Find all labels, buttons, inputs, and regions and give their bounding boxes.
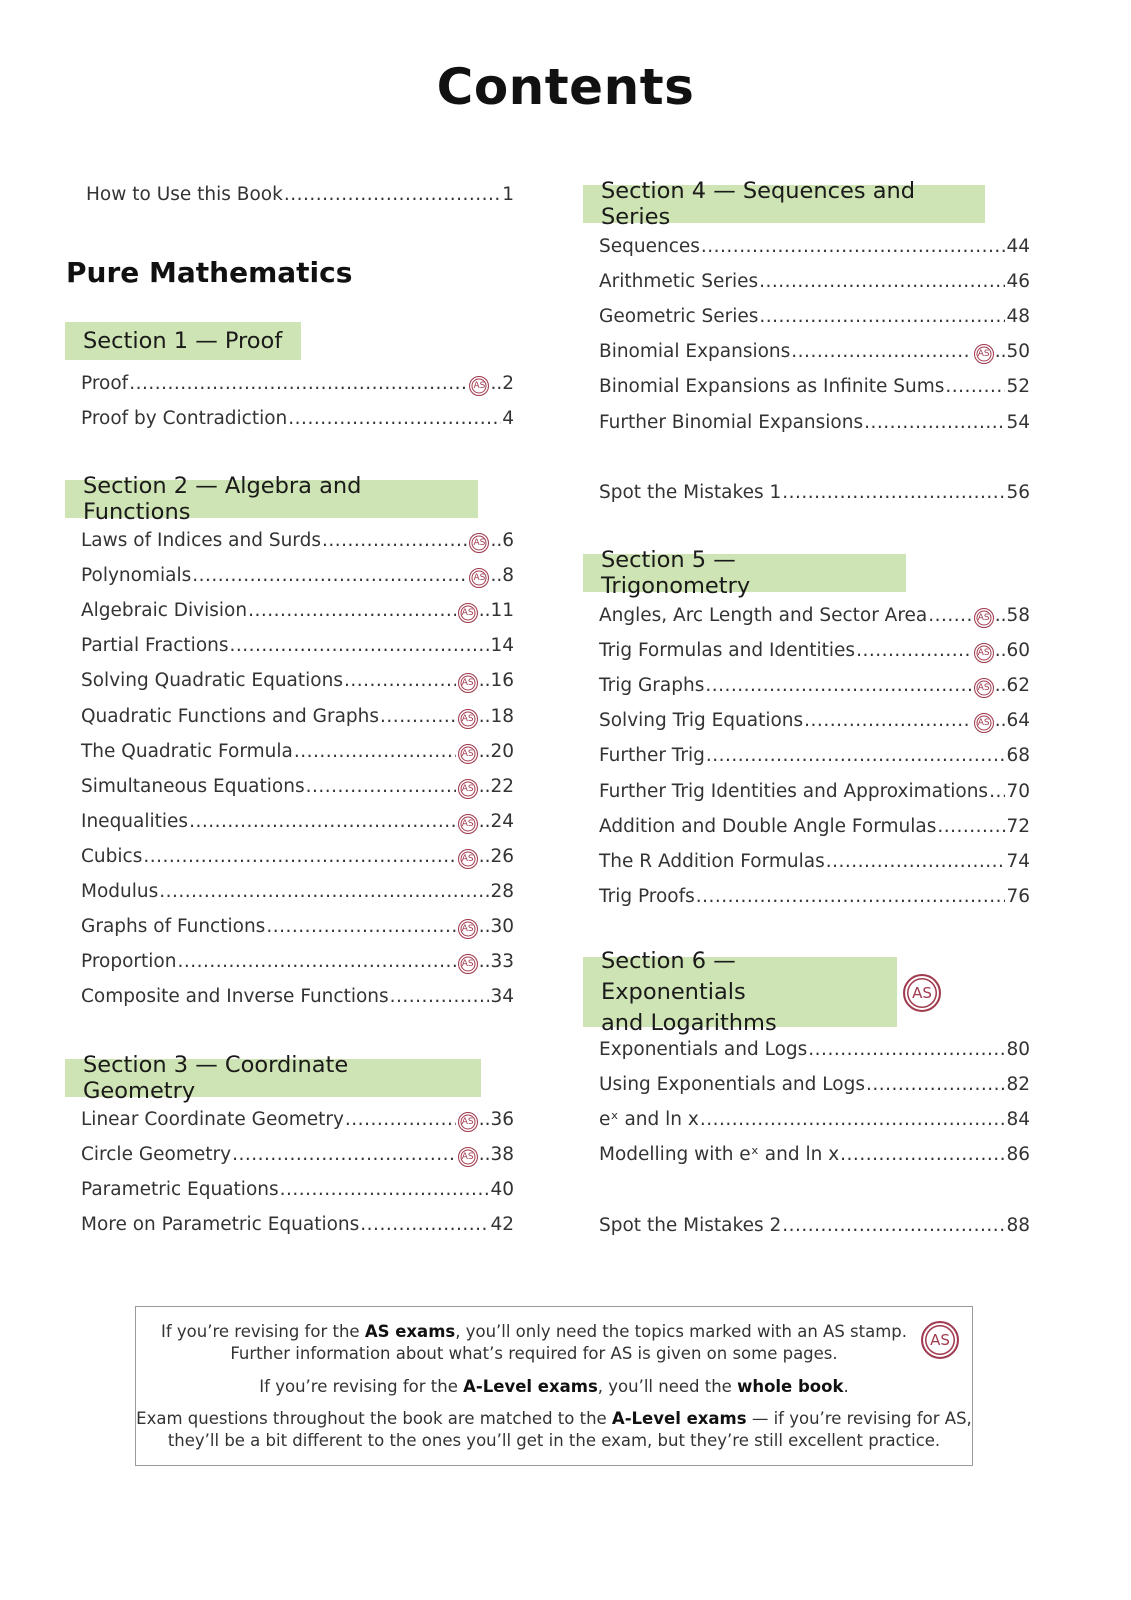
section-heading-6	[583, 947, 897, 1036]
toc-entry-label: Exponentials and Logs	[599, 1039, 808, 1060]
toc-entry-label: Trig Formulas and Identities	[599, 640, 856, 662]
leader-dots	[129, 373, 467, 394]
toc-entry-page: 72	[1006, 815, 1030, 837]
toc-entry-page: 58	[1006, 605, 1030, 626]
section-heading-2: Section 2 — Algebra and Functions	[65, 480, 478, 518]
note-text: — if you’re revising for AS,	[746, 1409, 972, 1428]
toc-entry[interactable]	[81, 530, 514, 556]
toc-entry-page: 24	[490, 810, 514, 832]
leader-dots	[143, 846, 455, 867]
toc-entry[interactable]	[599, 1144, 1030, 1170]
toc-entry-page: 40	[490, 1179, 514, 1201]
toc-entry-label: Linear Coordinate Geometry	[81, 1109, 344, 1130]
as-stamp-icon: AS	[974, 713, 994, 733]
toc-entry-label: The Quadratic Formula	[81, 740, 293, 762]
toc-entry-page: 46	[1006, 271, 1030, 293]
toc-entry-label: How to Use this Book	[86, 184, 283, 205]
toc-entry-label: Binomial Expansions as Infinite Sums	[599, 376, 945, 398]
toc-entry-label: Spot the Mistakes 2	[599, 1215, 782, 1236]
leader-dots: ..	[478, 916, 491, 938]
as-stamp-icon: AS	[469, 533, 489, 553]
as-stamp-icon: AS	[458, 954, 478, 974]
section-heading-4: Section 4 — Sequences and Series	[583, 185, 985, 223]
as-stamp-icon: AS	[903, 974, 941, 1012]
toc-entry[interactable]	[81, 846, 514, 872]
toc-entry-label: Simultaneous Equations	[81, 775, 305, 797]
toc-entry-label: Cubics	[81, 845, 143, 867]
as-stamp-icon: AS	[458, 603, 478, 623]
toc-entry-label: More on Parametric Equations	[81, 1214, 360, 1236]
leader-dots	[782, 482, 1005, 503]
toc-entry-page: 82	[1006, 1074, 1030, 1096]
toc-entry[interactable]	[81, 1109, 514, 1135]
toc-entry-page: 62	[1006, 675, 1030, 697]
section-heading-3: Section 3 — Coordinate Geometry	[65, 1059, 481, 1097]
leader-dots: ..	[490, 373, 503, 394]
note-paragraph-2	[136, 1376, 972, 1398]
leader-dots	[280, 1179, 490, 1200]
toc-entry-page: 76	[1006, 885, 1030, 907]
toc-entry-label: Circle Geometry	[81, 1144, 232, 1166]
leader-dots	[782, 1215, 1005, 1236]
toc-entry-page: 52	[1006, 376, 1030, 398]
leader-dots	[159, 881, 489, 902]
toc-entry-label: Using Exponentials and Logs	[599, 1074, 865, 1096]
toc-entry[interactable]	[81, 881, 514, 907]
leader-dots	[344, 670, 456, 691]
toc-entry[interactable]	[599, 1039, 1030, 1065]
leader-dots	[192, 565, 467, 586]
toc-entry-label: Laws of Indices and Surds	[81, 530, 321, 551]
toc-entry[interactable]	[599, 1074, 1030, 1100]
toc-entry-label: Trig Graphs	[599, 675, 705, 697]
toc-entry-page: 16	[490, 670, 514, 692]
toc-entry[interactable]	[599, 341, 1030, 367]
leader-dots	[232, 1144, 456, 1165]
section-heading-5: Section 5 — Trigonometry	[583, 554, 906, 592]
toc-entry-label: Parametric Equations	[81, 1179, 279, 1201]
toc-entry[interactable]	[81, 811, 514, 837]
toc-entry-page: 20	[490, 740, 514, 762]
toc-entry[interactable]	[599, 781, 1030, 807]
toc-entry[interactable]	[599, 675, 1030, 701]
toc-entry[interactable]	[81, 741, 514, 767]
note-text: .	[843, 1377, 849, 1396]
toc-entry[interactable]	[81, 706, 514, 732]
toc-entry-page: 33	[490, 951, 514, 973]
toc-entry-label: Proof by Contradiction	[81, 408, 288, 430]
toc-entry-label: Proportion	[81, 951, 177, 973]
leader-dots	[248, 600, 456, 621]
note-paragraph-3	[136, 1408, 972, 1452]
as-stamp-icon: AS	[458, 1147, 478, 1167]
note-text: , you’ll only need the topics marked with an AS stamp.	[455, 1322, 908, 1341]
note-text: If you’re revising for the	[259, 1377, 464, 1396]
leader-dots: ..	[478, 1144, 491, 1166]
leader-dots: ..	[478, 1109, 491, 1130]
leader-dots: ..	[478, 810, 491, 832]
note-paragraph-1	[136, 1321, 972, 1365]
toc-entry-label: Further Binomial Expansions	[599, 411, 864, 433]
leader-dots	[380, 706, 456, 727]
toc-entry-label: Binomial Expansions	[599, 341, 791, 363]
leader-dots: ..	[490, 530, 503, 551]
leader-dots	[322, 530, 467, 551]
as-stamp-icon: AS	[458, 673, 478, 693]
toc-entry-label: Trig Proofs	[599, 885, 695, 907]
toc-entry-page: 14	[490, 635, 514, 657]
leader-dots	[700, 1109, 1006, 1130]
leader-dots	[864, 412, 1005, 433]
leader-dots: ..	[490, 565, 503, 587]
leader-dots	[808, 1039, 1005, 1060]
toc-entry-label: Sequences	[599, 236, 700, 257]
toc-entry-page: 36	[490, 1109, 514, 1130]
leader-dots	[284, 184, 501, 205]
toc-entry-label: Algebraic Division	[81, 600, 248, 622]
leader-dots: ..	[478, 951, 491, 973]
leader-dots	[759, 306, 1005, 327]
toc-entry-page: 26	[490, 845, 514, 867]
toc-entry-page: 11	[490, 600, 514, 622]
page-title: Contents	[436, 58, 695, 116]
toc-entry-page: 54	[1006, 411, 1030, 433]
toc-entry-page: 68	[1006, 745, 1030, 767]
toc-entry-page: 88	[1006, 1215, 1030, 1236]
toc-entry-page: 28	[490, 881, 514, 902]
leader-dots: ..	[994, 605, 1007, 626]
toc-entry-label: Modulus	[81, 881, 159, 902]
toc-entry[interactable]	[81, 408, 514, 434]
leader-dots	[345, 1109, 456, 1130]
toc-entry-label: Quadratic Functions and Graphs	[81, 705, 380, 727]
as-stamp-icon: AS	[921, 1321, 959, 1359]
toc-entry[interactable]	[599, 851, 1030, 877]
toc-entry[interactable]	[81, 600, 514, 626]
toc-entry-page: 2	[502, 373, 514, 394]
as-stamp-icon: AS	[974, 678, 994, 698]
toc-entry[interactable]	[81, 1214, 514, 1240]
leader-dots: ..	[994, 710, 1007, 732]
toc-entry-spot-mistakes-2[interactable]	[599, 1215, 1030, 1241]
as-stamp-icon: AS	[458, 709, 478, 729]
toc-entry-label: Solving Trig Equations	[599, 710, 804, 732]
toc-entry[interactable]	[599, 236, 1030, 262]
note-text: Exam questions throughout the book are matched to the	[136, 1409, 612, 1428]
leader-dots	[826, 851, 1006, 872]
leader-dots: ..	[478, 705, 491, 727]
note-bold-a-level: A-Level exams	[611, 1409, 747, 1428]
leader-dots	[840, 1144, 1005, 1165]
as-stamp-icon: AS	[458, 779, 478, 799]
leader-dots: ..	[994, 341, 1007, 363]
leader-dots	[804, 710, 972, 731]
toc-entry-page: 4	[502, 408, 514, 430]
toc-entry[interactable]	[81, 1179, 514, 1205]
leader-dots	[701, 236, 1006, 257]
note-text: Further information about what’s required for AS is given on some pages.	[230, 1344, 838, 1363]
leader-dots	[856, 640, 972, 661]
toc-entry-label: Addition and Double Angle Formulas	[599, 815, 937, 837]
toc-entry-label: Angles, Arc Length and Sector Area	[599, 605, 928, 626]
as-info-note	[135, 1306, 973, 1466]
toc-entry[interactable]	[81, 565, 514, 591]
leader-dots	[696, 886, 1006, 907]
toc-entry[interactable]	[599, 745, 1030, 771]
toc-entry-label: Further Trig	[599, 745, 705, 767]
leader-dots	[294, 741, 456, 762]
toc-entry-label: Further Trig Identities and Approximations	[599, 780, 989, 802]
as-stamp-icon: AS	[974, 608, 994, 628]
toc-entry[interactable]	[81, 776, 514, 802]
toc-entry-page: 86	[1006, 1144, 1030, 1166]
toc-entry[interactable]	[81, 986, 514, 1012]
leader-dots	[945, 376, 1005, 397]
toc-entry[interactable]	[599, 271, 1030, 297]
toc-entry-label: Composite and Inverse Functions	[81, 986, 389, 1008]
toc-entry-page: 80	[1006, 1039, 1030, 1060]
toc-entry-label: Arithmetic Series	[599, 271, 759, 293]
leader-dots	[928, 605, 971, 626]
leader-dots	[989, 781, 1005, 802]
leader-dots	[177, 951, 455, 972]
note-bold-whole-book: whole book	[737, 1377, 844, 1396]
toc-entry[interactable]	[599, 376, 1030, 402]
leader-dots	[791, 341, 971, 362]
toc-entry-page: 84	[1006, 1109, 1030, 1131]
section-heading-6-line1: Section 6 — Exponentials	[601, 947, 746, 1005]
note-bold-a-level: A-Level exams	[463, 1377, 598, 1396]
leader-dots: ..	[478, 845, 491, 867]
toc-entry-page: 6	[502, 530, 514, 551]
toc-entry-label: Inequalities	[81, 810, 189, 832]
note-text: If you’re revising for the	[160, 1322, 365, 1341]
toc-entry[interactable]	[599, 710, 1030, 736]
leader-dots: ..	[994, 640, 1007, 662]
toc-entry[interactable]	[81, 916, 514, 942]
toc-entry-page: 48	[1006, 306, 1030, 328]
toc-entry-page: 18	[490, 705, 514, 727]
part-heading: Pure Mathematics	[66, 256, 353, 289]
toc-entry[interactable]	[599, 1109, 1030, 1135]
as-stamp-icon: AS	[458, 744, 478, 764]
section-heading-1: Section 1 — Proof	[65, 322, 301, 360]
toc-entry[interactable]	[81, 670, 514, 696]
leader-dots	[706, 745, 1006, 766]
as-stamp-icon: AS	[974, 643, 994, 663]
toc-entry-label: Polynomials	[81, 565, 192, 587]
toc-entry-label: Graphs of Functions	[81, 916, 266, 938]
leader-dots: ..	[478, 775, 491, 797]
toc-entry-page: 38	[490, 1144, 514, 1166]
toc-entry-page: 70	[1006, 780, 1030, 802]
toc-entry-page: 64	[1006, 710, 1030, 732]
leader-dots	[288, 408, 501, 429]
toc-entry[interactable]	[81, 635, 514, 661]
toc-entry[interactable]	[599, 640, 1030, 666]
as-stamp-icon: AS	[458, 919, 478, 939]
toc-entry[interactable]	[599, 605, 1030, 631]
toc-entry-spot-mistakes-1[interactable]	[599, 482, 1030, 508]
toc-entry-page: 8	[502, 565, 514, 587]
leader-dots	[705, 675, 971, 696]
toc-entry-page: 30	[490, 916, 514, 938]
toc-entry-label: eˣ and ln x	[599, 1109, 699, 1131]
as-stamp-icon: AS	[458, 1112, 478, 1132]
toc-entry[interactable]	[599, 816, 1030, 842]
toc-entry-page: 44	[1006, 236, 1030, 257]
leader-dots	[266, 916, 455, 937]
leader-dots	[306, 776, 456, 797]
leader-dots	[866, 1074, 1005, 1095]
leader-dots: ..	[478, 740, 491, 762]
leader-dots	[759, 271, 1005, 292]
toc-entry-page: 74	[1006, 850, 1030, 872]
note-text: they’ll be a bit different to the ones you’ll get in the exam, but they’re still excellent practice.	[167, 1431, 941, 1450]
toc-entry-how-to-use[interactable]	[86, 184, 514, 210]
toc-entry-page: 60	[1006, 640, 1030, 662]
toc-entry[interactable]	[81, 1144, 514, 1170]
toc-entry-label: Spot the Mistakes 1	[599, 482, 782, 503]
toc-entry[interactable]	[81, 373, 514, 399]
as-stamp-icon: AS	[469, 568, 489, 588]
toc-entry[interactable]	[599, 886, 1030, 912]
toc-entry-page: 42	[490, 1214, 514, 1236]
toc-entry-label: The R Addition Formulas	[599, 850, 825, 872]
toc-entry-label: Proof	[81, 373, 129, 394]
toc-entry-label: Modelling with eˣ and ln x	[599, 1144, 840, 1166]
toc-entry-label: Geometric Series	[599, 306, 759, 328]
note-bold-as-exams: AS exams	[364, 1322, 456, 1341]
note-text: , you’ll need the	[597, 1377, 738, 1396]
leader-dots: ..	[994, 675, 1007, 697]
section-heading-6-line2: and Logarithms	[601, 1009, 777, 1036]
leader-dots	[230, 635, 490, 656]
toc-entry-label: Solving Quadratic Equations	[81, 670, 343, 692]
toc-entry-page: 22	[490, 775, 514, 797]
toc-entry-page: 1	[502, 184, 514, 205]
toc-entry-page: 50	[1006, 341, 1030, 363]
toc-entry-page: 34	[490, 986, 514, 1008]
as-stamp-icon: AS	[469, 376, 489, 396]
leader-dots	[189, 811, 456, 832]
as-stamp-icon: AS	[458, 814, 478, 834]
toc-entry-label: Partial Fractions	[81, 635, 229, 657]
as-stamp-icon: AS	[974, 344, 994, 364]
leader-dots: ..	[478, 670, 491, 692]
leader-dots: ..	[478, 600, 491, 622]
leader-dots	[360, 1214, 489, 1235]
toc-entry[interactable]	[81, 951, 514, 977]
toc-entry-page: 56	[1006, 482, 1030, 503]
leader-dots	[937, 816, 1005, 837]
leader-dots	[390, 986, 490, 1007]
toc-entry[interactable]	[599, 306, 1030, 332]
as-stamp-icon: AS	[458, 849, 478, 869]
toc-entry[interactable]	[599, 412, 1030, 438]
